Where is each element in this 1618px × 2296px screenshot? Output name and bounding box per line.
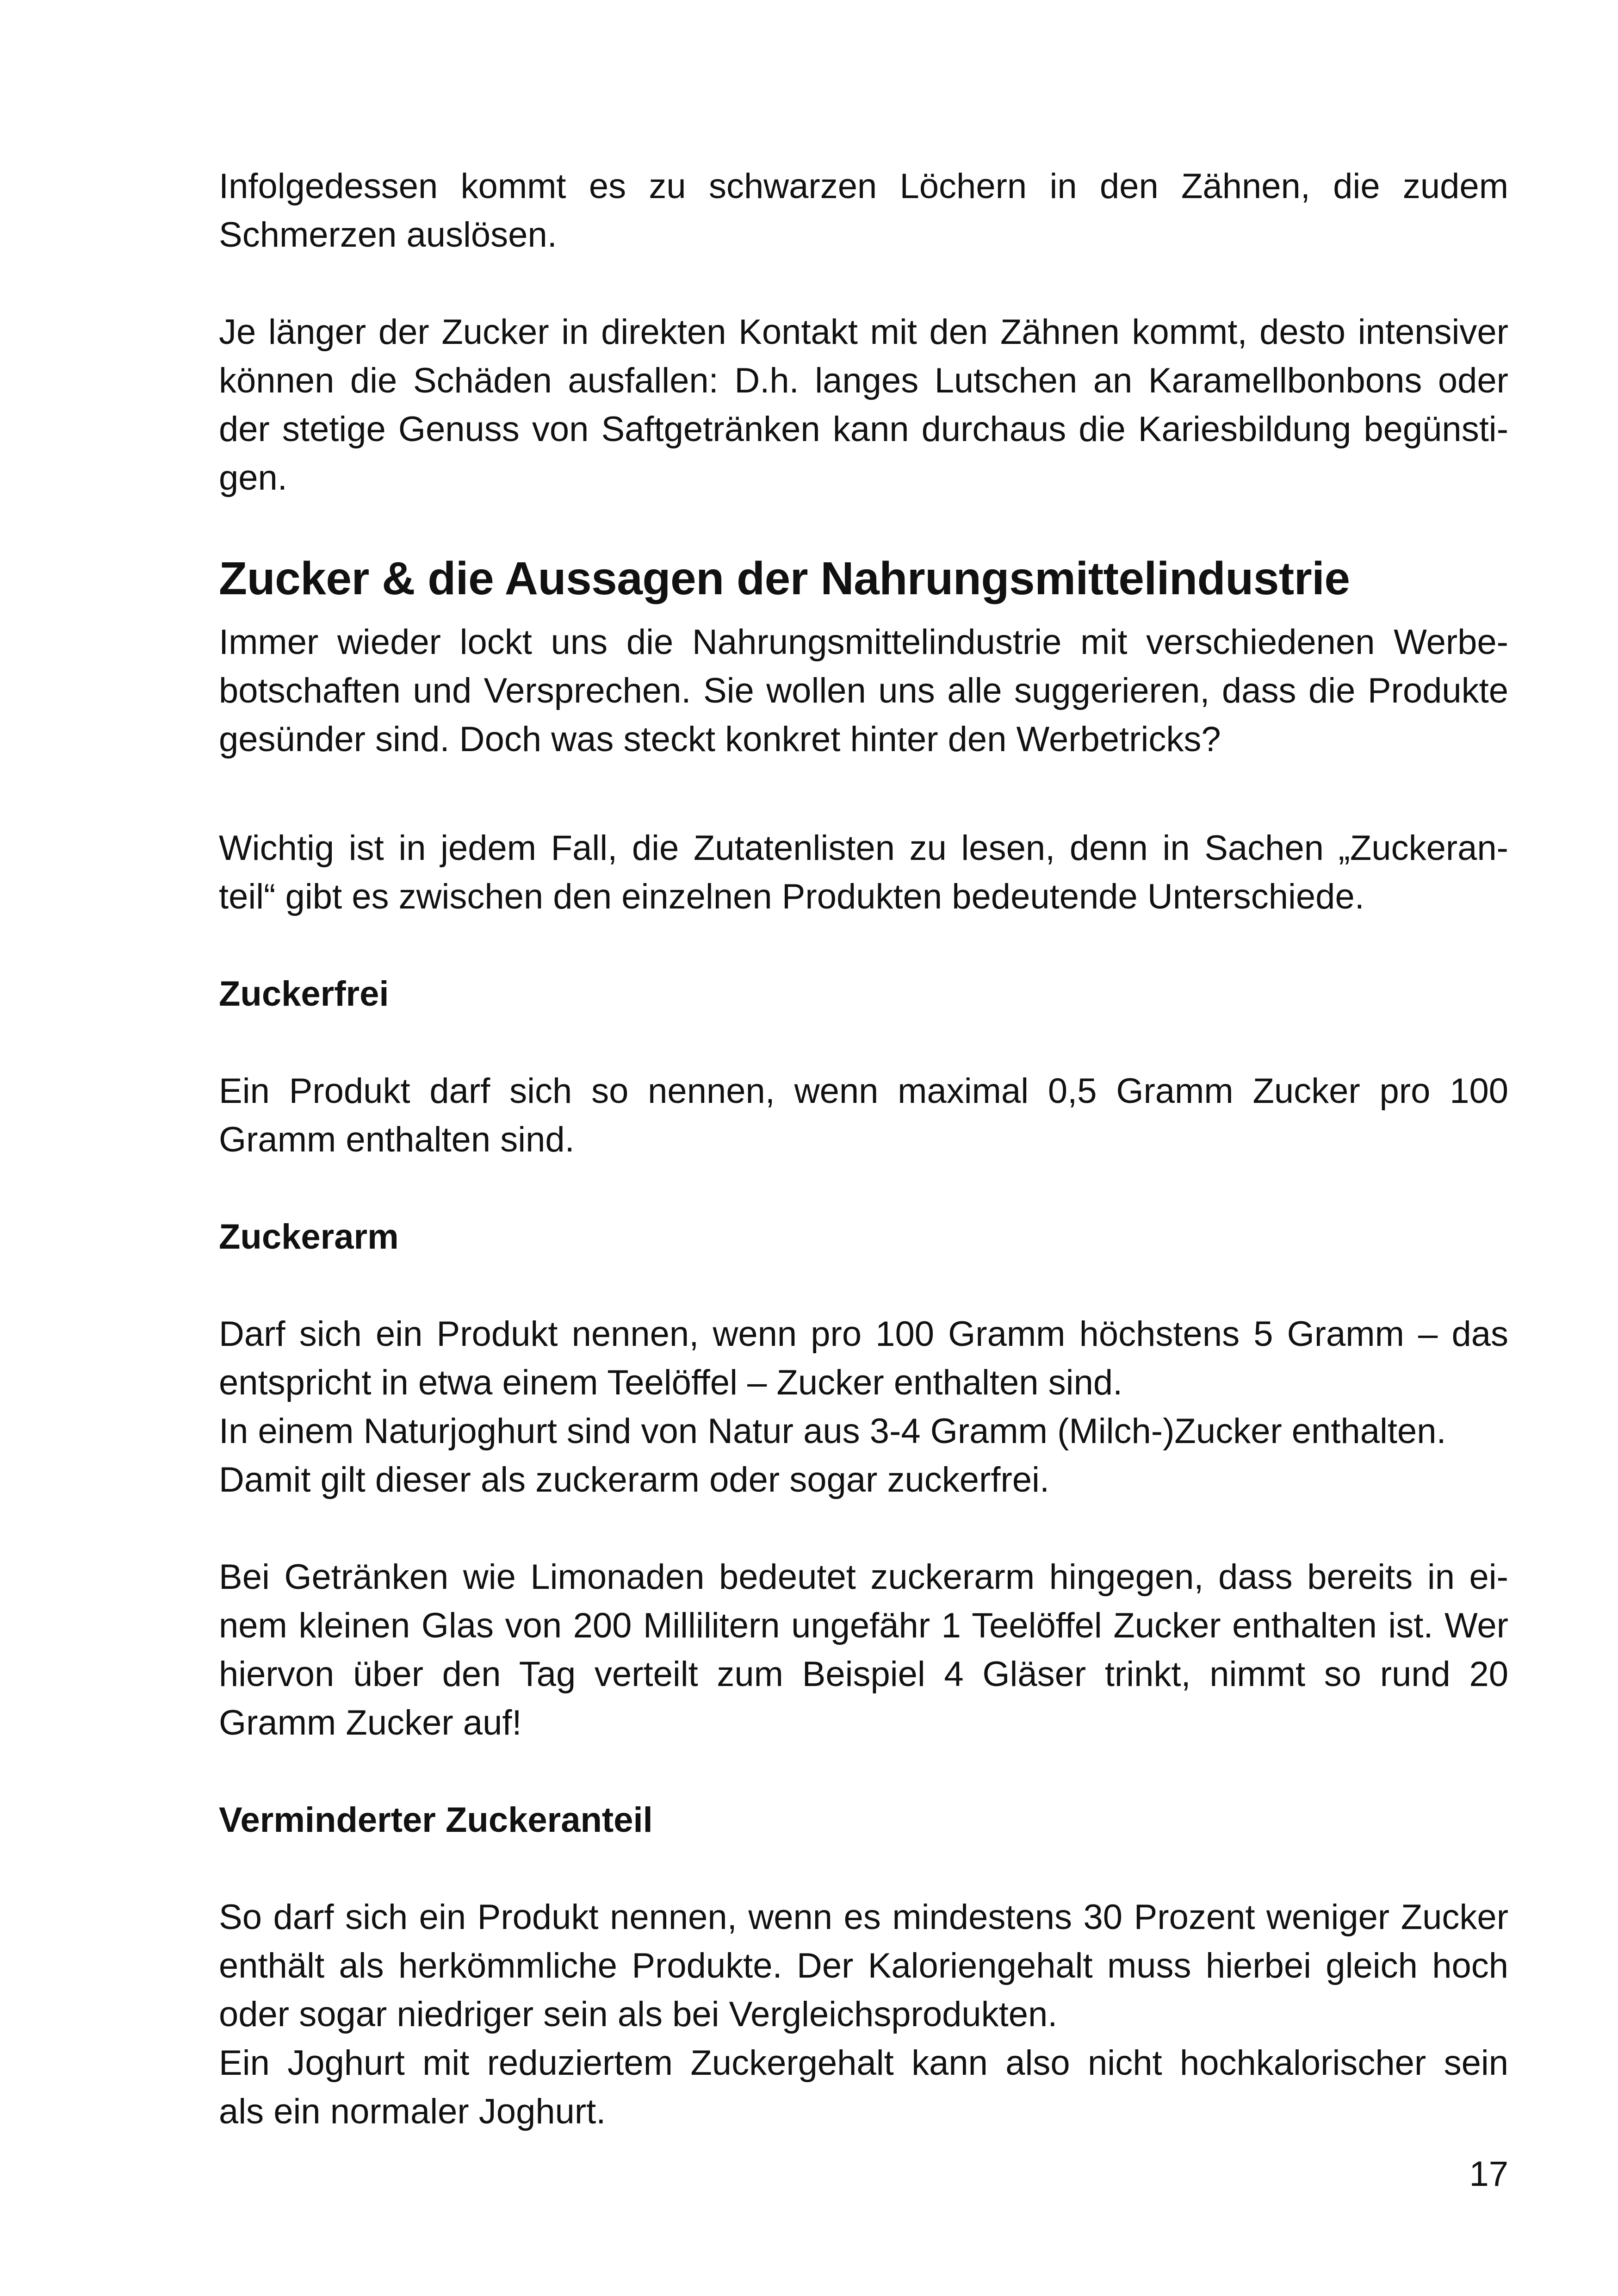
- text-line: Bei Getränken wie Limonaden bedeutet zuckerarm hingegen, dass bereits in ei-: [219, 1557, 1508, 1597]
- text-line: Ein Joghurt mit reduziertem Zuckergehalt kann also nicht hochkalorischer sein: [219, 2043, 1508, 2083]
- text-line: Infolgedessen kommt es zu schwarzen Löchern in den Zähnen, die zudem: [219, 167, 1508, 206]
- text-line: hiervon über den Tag verteilt zum Beispiel 4 Gläser trinkt, nimmt so rund 20: [219, 1655, 1508, 1694]
- text-line: Darf sich ein Produkt nennen, wenn pro 100 Gramm höchstens 5 Gramm – das: [219, 1314, 1508, 1354]
- text-line: oder sogar niedriger sein als bei Vergleichsprodukten.: [219, 1995, 1058, 2034]
- text-line: können die Schäden ausfallen: D.h. langes Lutschen an Karamellbonbons oder: [219, 361, 1508, 400]
- paragraph: [219, 1067, 1508, 1164]
- paragraph: [219, 618, 1508, 764]
- subsection-heading: Zuckerfrei: [219, 974, 389, 1014]
- paragraph: [219, 1893, 1508, 2136]
- page-number: 17: [1469, 2154, 1508, 2194]
- text-line: So darf sich ein Produkt nennen, wenn es mindestens 30 Prozent weniger Zucker: [219, 1898, 1508, 1937]
- paragraph: [219, 1553, 1508, 1747]
- text-line: Damit gilt dieser als zuckerarm oder sogar zuckerfrei.: [219, 1460, 1050, 1500]
- paragraph: [219, 308, 1508, 502]
- text-line: gesünder sind. Doch was steckt konkret hinter den Werbetricks?: [219, 720, 1221, 759]
- text-line: entspricht in etwa einem Teelöffel – Zucker enthalten sind.: [219, 1363, 1123, 1402]
- text-line: gen.: [219, 458, 287, 498]
- text-line: Schmerzen auslösen.: [219, 215, 557, 255]
- text-line: teil“ gibt es zwischen den einzelnen Produkten bedeutende Unterschiede.: [219, 877, 1364, 916]
- text-line: Gramm enthalten sind.: [219, 1120, 575, 1159]
- text-line: In einem Naturjoghurt sind von Natur aus 3-4 Gramm (Milch-)Zucker enthalten.: [219, 1412, 1446, 1451]
- subsection-heading: Verminderter Zuckeranteil: [219, 1800, 653, 1840]
- text-line: Immer wieder lockt uns die Nahrungsmittelindustrie mit verschiedenen Werbe-: [219, 622, 1508, 662]
- section-heading: Zucker & die Aussagen der Nahrungsmittelindustrie: [219, 553, 1350, 604]
- subsection-heading: Zuckerarm: [219, 1217, 399, 1257]
- paragraph: [219, 1310, 1508, 1504]
- text-line: Gramm Zucker auf!: [219, 1703, 522, 1742]
- text-line: nem kleinen Glas von 200 Millilitern ungefähr 1 Teelöffel Zucker enthalten ist. Wer: [219, 1606, 1508, 1645]
- text-line: der stetige Genuss von Saftgetränken kann durchaus die Kariesbildung begünsti-: [219, 410, 1508, 449]
- text-line: botschaften und Versprechen. Sie wollen uns alle suggerieren, dass die Produkte: [219, 671, 1508, 710]
- text-line: Je länger der Zucker in direkten Kontakt mit den Zähnen kommt, desto intensiver: [219, 312, 1508, 352]
- text-line: Wichtig ist in jedem Fall, die Zutatenlisten zu lesen, denn in Sachen „Zuckeran-: [219, 828, 1508, 868]
- text-line: Ein Produkt darf sich so nennen, wenn maximal 0,5 Gramm Zucker pro 100: [219, 1071, 1508, 1111]
- text-line: enthält als herkömmliche Produkte. Der Kaloriengehalt muss hierbei gleich hoch: [219, 1946, 1508, 1985]
- text-line: als ein normaler Joghurt.: [219, 2092, 606, 2131]
- paragraph: [219, 162, 1508, 259]
- paragraph: [219, 824, 1508, 921]
